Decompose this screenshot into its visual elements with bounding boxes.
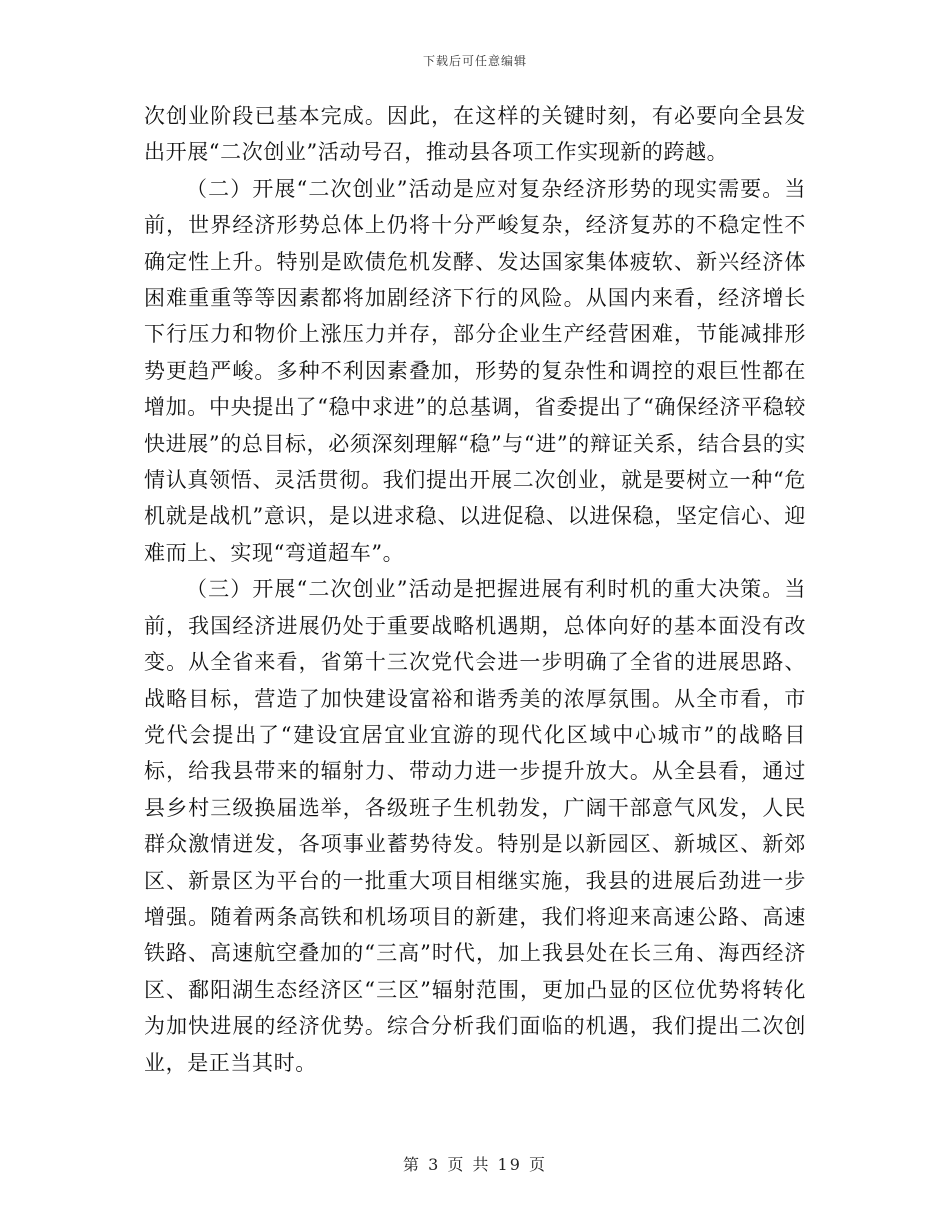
document-body [144, 98, 806, 1081]
paragraph-section-two: （二）开展“二次创业”活动是应对复杂经济形势的现实需要。当前，世界经济形势总体上仍将十分严峻复杂，经济复苏的不稳定性不确定性上升。特别是欧债危机发酵、发达国家集体疲软、新兴经济体困难重重等等因素都将加剧经济下行的风险。从国内来看，经济增长下行压力和物价上涨压力并存，部分企业生产经营困难，节能减排形势更趋严峻。多种不利因素叠加，形势的复杂性和调控的艰巨性都在增加。中央提出了“稳中求进”的总基调，省委提出了“确保经济平稳较快进展”的总目标，必须深刻理解“稳”与“进”的辩证关系，结合县的实情认真领悟、灵活贯彻。我们提出开展二次创业，就是要树立一种“危机就是战机”意识，是以进求稳、以进促稳、以进保稳，坚定信心、迎难而上、实现“弯道超车”。 [144, 176, 806, 565]
header-note: 下载后可任意编辑 [422, 54, 527, 68]
page-number-footer: 第 3 页 共 19 页 [403, 1155, 547, 1174]
paragraph-continuation: 次创业阶段已基本完成。因此，在这样的关键时刻，有必要向全县发出开展“二次创业”活动号召，推动县各项工作实现新的跨越。 [144, 104, 806, 165]
paragraph-section-three: （三）开展“二次创业”活动是把握进展有利时机的重大决策。当前，我国经济进展仍处于重要战略机遇期，总体向好的基本面没有改变。从全省来看，省第十三次党代会进一步明确了全省的进展思路、战略目标，营造了加快建设富裕和谐秀美的浓厚氛围。从全市看，市党代会提出了“建设宜居宜业宜游的现代化区域中心城市”的战略目标，给我县带来的辐射力、带动力进一步提升放大。从全县看，通过县乡村三级换届选举，各级班子生机勃发，广阔干部意气风发，人民群众激情迸发，各项事业蓄势待发。特别是以新园区、新城区、新郊区、新景区为平台的一批重大项目相继实施，我县的进展后劲进一步增强。随着两条高铁和机场项目的新建，我们将迎来高速公路、高速铁路、高速航空叠加的“三高”时代，加上我县处在长三角、海西经济区、鄱阳湖生态经济区“三区”辐射范围，更加凸显的区位优势将转化为加快进展的经济优势。综合分析我们面临的机遇，我们提出二次创业，是正当其时。 [144, 577, 806, 1075]
